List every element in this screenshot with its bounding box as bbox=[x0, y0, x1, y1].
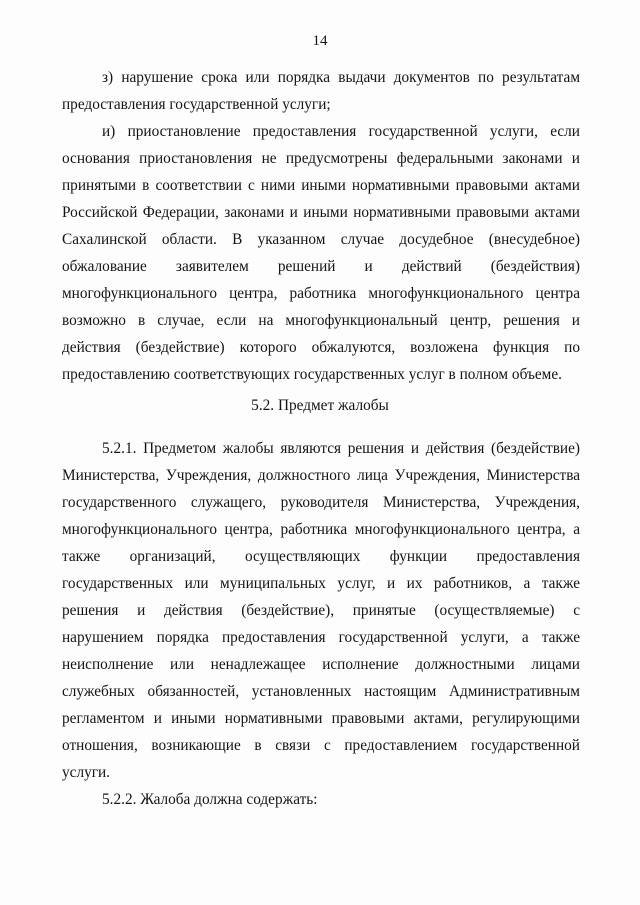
text-line: услуги. bbox=[62, 764, 111, 781]
text-line: также организаций, осуществляющих функции предоставления bbox=[62, 548, 580, 565]
text-line: 5.2.1. Предметом жалобы являются решения и действия (бездействие) bbox=[102, 440, 580, 457]
text-line: принятыми в соответствии с ними иными нормативными правовыми актами bbox=[62, 177, 580, 194]
text-line: регламентом и иными нормативными правовыми актами, регулирующими bbox=[62, 710, 580, 727]
text-line: государственных или муниципальных услуг, и их работников, а также bbox=[62, 575, 580, 592]
text-line: многофункционального центра, работника многофункционального центра, а bbox=[62, 521, 580, 538]
text-line: многофункционального центра, работника многофункционального центра bbox=[62, 285, 580, 302]
text-line: государственного служащего, руководителя Министерства, Учреждения, bbox=[62, 494, 580, 511]
text-line: нарушением порядка предоставления государственной услуги, а также bbox=[62, 629, 580, 646]
section-heading: 5.2. Предмет жалобы bbox=[251, 397, 389, 414]
text-line: действия (бездействие) которого обжалуются, возложена функция по bbox=[62, 339, 580, 356]
text-line: решения и действия (бездействие), принятые (осуществляемые) с bbox=[62, 602, 580, 619]
text-line: основания приостановления не предусмотрены федеральными законами и bbox=[62, 150, 580, 167]
text-line: предоставления государственной услуги; bbox=[62, 96, 331, 113]
text-line: Российской Федерации, законами и иными нормативными правовыми актами bbox=[62, 204, 580, 221]
text-line: отношения, возникающие в связи с предоставлением государственной bbox=[62, 737, 580, 754]
text-line: неисполнение или ненадлежащее исполнение должностными лицами bbox=[62, 656, 580, 673]
page-number: 14 bbox=[312, 33, 328, 49]
text-line: и) приостановление предоставления государственной услуги, если bbox=[102, 123, 580, 140]
text-line: служебных обязанностей, установленных настоящим Административным bbox=[62, 683, 580, 700]
text-line: 5.2.2. Жалоба должна содержать: bbox=[102, 791, 318, 808]
text-line: з) нарушение срока или порядка выдачи документов по результатам bbox=[102, 69, 580, 86]
text-line: обжалование заявителем решений и действий (бездействия) bbox=[62, 258, 580, 275]
text-line: возможно в случае, если на многофункциональный центр, решения и bbox=[62, 312, 580, 329]
text-line: Сахалинской области. В указанном случае досудебное (внесудебное) bbox=[62, 231, 580, 248]
text-line: Министерства, Учреждения, должностного лица Учреждения, Министерства bbox=[62, 467, 580, 484]
text-line: предоставлению соответствующих государственных услуг в полном объеме. bbox=[62, 366, 562, 383]
